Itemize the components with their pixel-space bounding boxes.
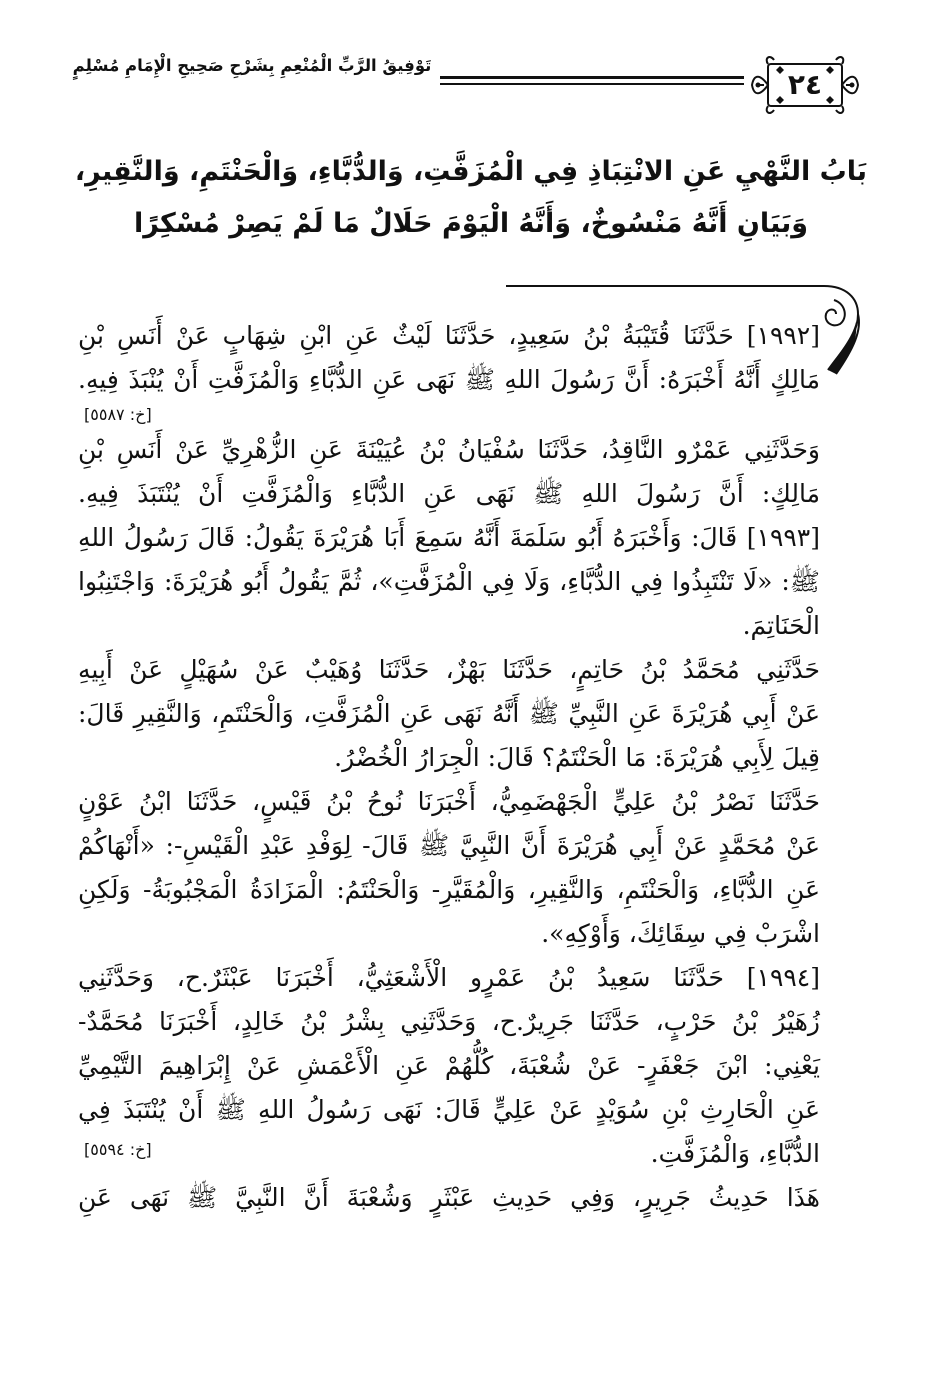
text-line: حَدَّثَنَا نَصْرُ بْنُ عَلِيٍّ الْجَهْضَمِيُّ، أَخْبَرَنَا نُوحُ بْنُ قَيْسٍ، حَدَّثَنَا ابْنُ عَوْنٍ [78, 787, 820, 816]
page-number-ornament [750, 52, 860, 118]
text-line: [١٩٩٣] قَالَ: وَأَخْبَرَهُ أَبُو سَلَمَةَ أَنَّهُ سَمِعَ أَبَا هُرَيْرَةَ يَقُولُ: قَالَ رَسُولُ اللهِ [78, 523, 820, 552]
text-line: حَدَّثَنِي مُحَمَّدُ بْنُ حَاتِمٍ، حَدَّثَنَا بَهْزٌ، حَدَّثَنَا وُهَيْبٌ عَنْ سُهَيْلٍ عَنْ أَبِيهِ [78, 655, 820, 684]
text-line: عَنْ مُحَمَّدٍ عَنْ أَبِي هُرَيْرَةَ أَنَّ النَّبِيَّ ﷺ قَالَ- لِوَفْدِ عَبْدِ الْقَيْسِ-: «أَنْهَاكُمْ [78, 831, 820, 860]
page-number: ٢٤ [787, 68, 823, 101]
header-rule [440, 74, 744, 88]
bukhari-reference: [خ: ٥٥٨٧] [84, 405, 152, 424]
text-line-with-reference [78, 1132, 820, 1176]
bukhari-reference: [خ: ٥٥٩٤] [84, 1140, 152, 1159]
text-line: عَنْ أَبِي هُرَيْرَةَ عَنِ النَّبِيِّ ﷺ أَنَّهُ نَهَى عَنِ الْمُزَفَّتِ، وَالْحَنْتَمِ، وَالنَّقِيرِ قَالَ: [78, 699, 820, 728]
text-line: الْحَنَاتِمَ. [742, 611, 820, 640]
text-line: قِيلَ لِأَبِي هُرَيْرَةَ: مَا الْحَنْتَمُ؟ قَالَ: الْجِرَارُ الْخُضْرُ. [334, 743, 820, 772]
text-line: هَذَا حَدِيثُ جَرِيرٍ، وَفِي حَدِيثِ عَبْثَرٍ وَشُعْبَةَ أَنَّ النَّبِيَّ ﷺ نَهَى عَنِ [78, 1183, 820, 1212]
chapter-heading [60, 146, 882, 250]
text-line: عَنِ الدُّبَّاءِ، وَالْحَنْتَمِ، وَالنَّقِيرِ، وَالْمُقَيَّرِ- وَالْحَنْتَمُ: الْمَزَادَةُ الْمَجْبُوبَةُ- وَلَكِنِ [78, 875, 820, 904]
text-line: مَالِكٍ أَنَّهُ أَخْبَرَهُ: أَنَّ رَسُولَ اللهِ ﷺ نَهَى عَنِ الدُّبَّاءِ وَالْمُزَفَّتِ أَنْ يُنْبَذَ فِيهِ. [78, 365, 820, 394]
text-line: [١٩٩٢] حَدَّثَنَا قُتَيْبَةُ بْنُ سَعِيدٍ، حَدَّثَنَا لَيْثٌ عَنِ ابْنِ شِهَابٍ عَنْ أَنَسِ بْنِ [78, 321, 820, 350]
book-title: تَوْفِيقُ الرَّبِّ الْمُنْعِمِ بِشَرْحِ صَحِيحِ الْإِمَامِ مُسْلِمٍ [72, 56, 432, 75]
text-line: زُهَيْرُ بْنُ حَرْبٍ، حَدَّثَنَا جَرِيرٌ.ح، وَحَدَّثَنِي بِشْرُ بْنُ خَالِدٍ، أَخْبَرَنَا مُحَمَّدٌ- [78, 1007, 820, 1036]
text-line: ﷺ: «لَا تَنْتَبِذُوا فِي الدُّبَّاءِ، وَلَا فِي الْمُزَفَّتِ»، ثُمَّ يَقُولُ أَبُو هُرَيْرَةَ: وَاجْتَنِبُوا [78, 567, 820, 596]
text-line: يَعْنِي: ابْنَ جَعْفَرٍ- عَنْ شُعْبَةَ، كُلُّهُمْ عَنِ الْأَعْمَشِ عَنْ إِبْرَاهِيمَ التَّيْمِيِّ [78, 1051, 820, 1080]
text-line: اشْرَبْ فِي سِقَائِكَ، وَأَوْكِهِ». [541, 919, 820, 948]
running-header [72, 52, 862, 126]
chapter-heading-line-1: بَابُ النَّهْيِ عَنِ الانْتِبَاذِ فِي الْمُزَفَّتِ، وَالدُّبَّاءِ، وَالْحَنْتَمِ، وَالنَّقِيرِ، [74, 156, 868, 187]
text-line: وَحَدَّثَنِي عَمْرٌو النَّاقِدُ، حَدَّثَنَا سُفْيَانُ بْنُ عُيَيْنَةَ عَنِ الزُّهْرِيِّ عَنْ أَنَسِ بْنِ [78, 435, 820, 464]
text-line: [١٩٩٤] حَدَّثَنَا سَعِيدُ بْنُ عَمْرٍو الْأَشْعَثِيُّ، أَخْبَرَنَا عَبْثَرٌ.ح، وَحَدَّثَنِي [78, 963, 820, 992]
text-line: الدُّبَّاءِ، وَالْمُزَفَّتِ. [650, 1139, 820, 1168]
hadith-text [78, 314, 820, 1220]
text-line: عَنِ الْحَارِثِ بْنِ سُوَيْدٍ عَنْ عَلِيٍّ قَالَ: نَهَى رَسُولُ اللهِ ﷺ أَنْ يُنْتَبَذَ فِي [78, 1095, 820, 1124]
text-line: مَالِكٍ: أَنَّ رَسُولَ اللهِ ﷺ نَهَى عَنِ الدُّبَّاءِ وَالْمُزَفَّتِ أَنْ يُنْتَبَذَ فِيهِ. [78, 479, 820, 508]
chapter-heading-line-2: وَبَيَانِ أَنَّهُ مَنْسُوخٌ، وَأَنَّهُ الْيَوْمَ حَلَالٌ مَا لَمْ يَصِرْ مُسْكِرًا [133, 208, 809, 239]
